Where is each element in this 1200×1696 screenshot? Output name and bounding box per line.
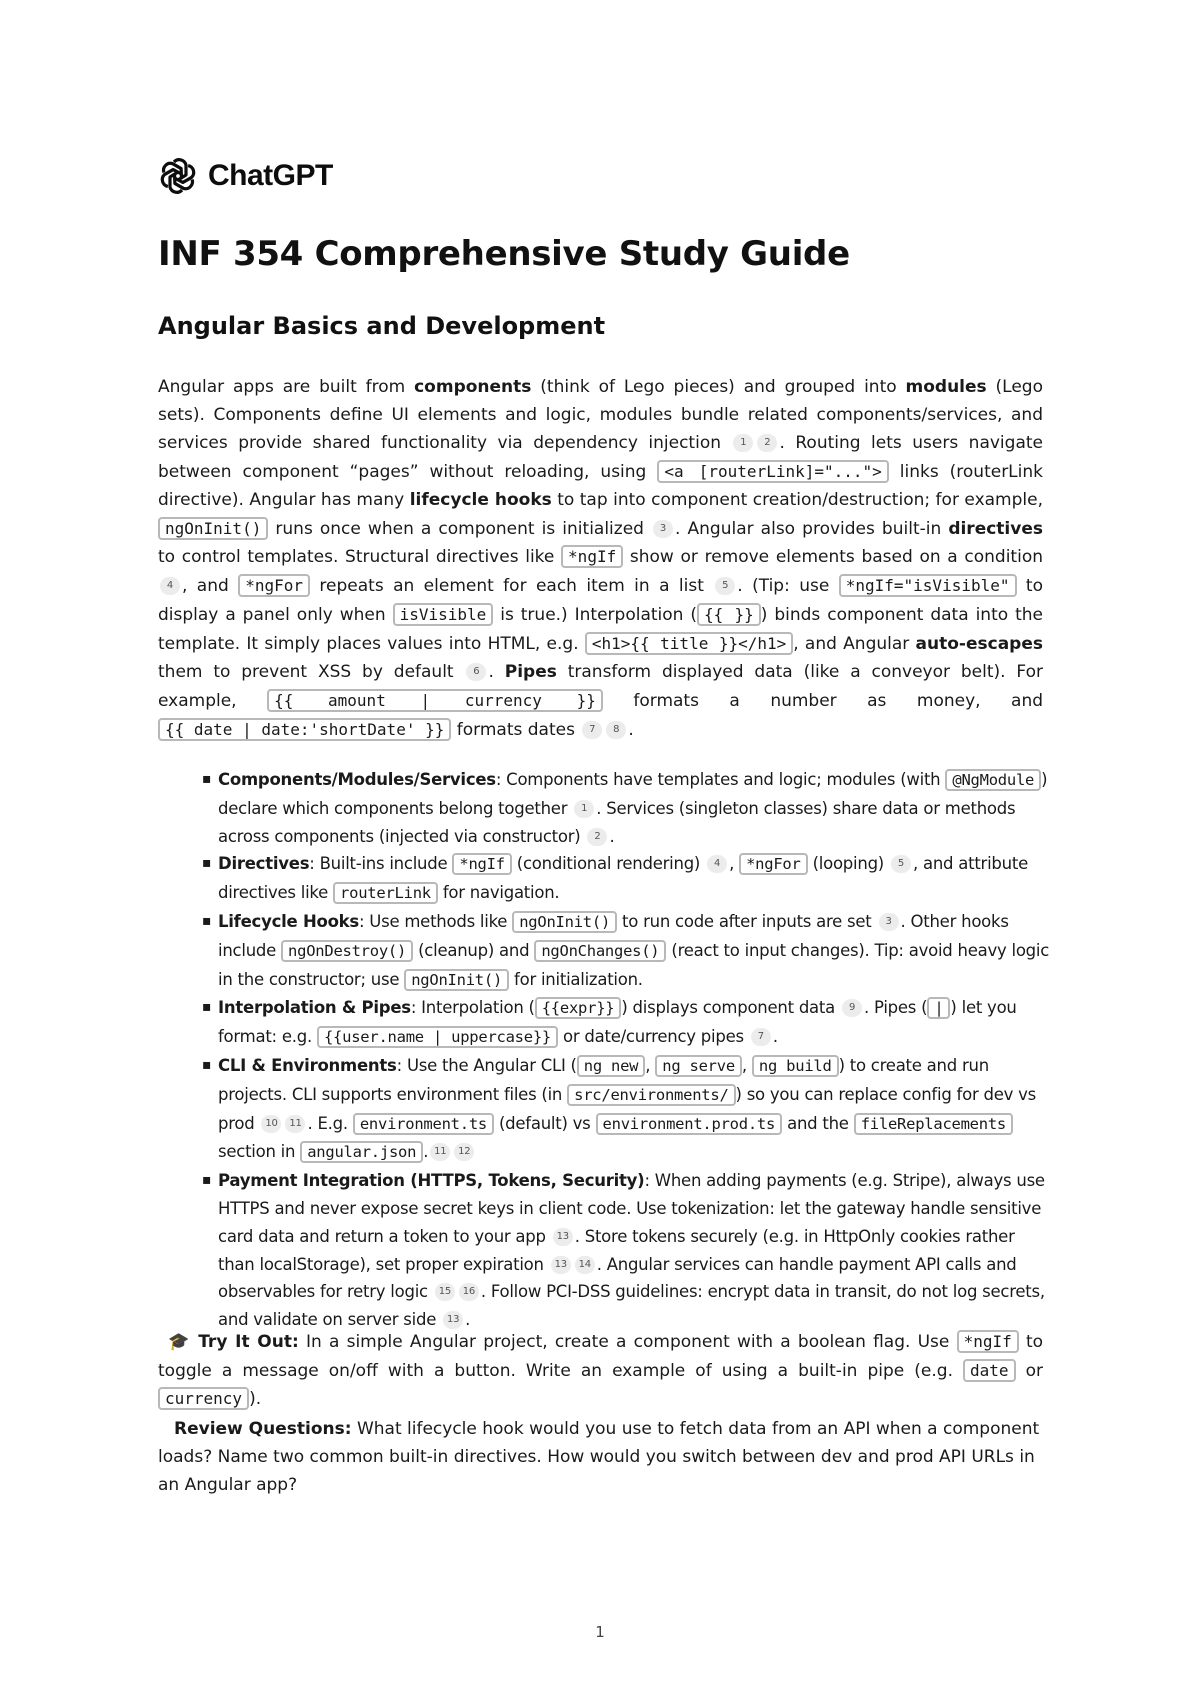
citation-badge[interactable]: 8 (606, 721, 626, 739)
intro-paragraph: Angular apps are built from components (think of Lego pieces) and grouped into modules (Lego sets). Components define UI elements and logic, modules bundle related components/services, and services provide shared functionality via dependency injection 1 2 . Routing lets users navigate between component “pages” without reloading, using <a [routerLink]="..."> links (routerLink directive). Angular has many lifecycle hooks to tap into component creation/destruction; for example, ngOnInit() runs once when a component is initialized 3 . Angular also provides built-in directives to control templates. Structural directives like *ngIf show or remove elements based on a condition 4 , and *ngFor repeats an element for each item in a list 5 . (Tip: use *ngIf="isVisible" to display a panel only when isVisible is true.) Interpolation ( {{ }} ) binds component data into the template. It simply places values into HTML, e.g. <h1>{{ title }}</h1> , and Angular auto-escapes them to prevent XSS by default 6 . Pipes transform displayed data (like a conveyor belt). For example, {{ amount | currency }} formats a number as money, and {{ date | date:'shortDate' }} formats dates 7 8 . (158, 377, 1044, 740)
code-inline: ngOnInit() (512, 911, 617, 933)
list-item: ▪ CLI & Environments: Use the Angular CLI ( ng new , ng serve , ng build ) to create and run projects. CLI supports environment files (in src/environments/ ) so you can replace config for dev vs prod 10 11 . E.g. environment.ts (default) vs environment.prod.ts and the fileReplacements section in angular.json . 11 12 (200, 1052, 1055, 1167)
citation-badge[interactable]: 14 (575, 1256, 595, 1274)
code-inline: @NgModule (945, 769, 1041, 791)
list-item: ▪ Payment Integration (HTTPS, Tokens, Security): When adding payments (e.g. Stripe), always use HTTPS and never expose secret keys in client code. Use tokenization: let the gateway handle sensitive card data and return a token to your app 13 . Store tokens securely (e.g. in HttpOnly cookies rather than localStorage), set proper expiration 13 14 . Angular services can handle payment API calls and observables for retry logic 15 16 . Follow PCI-DSS guidelines: encrypt data in transit, do not log secrets, and validate on server side 13 . (200, 1167, 1055, 1334)
citation-badge[interactable]: 3 (879, 913, 899, 931)
code-h1-title: <h1>{{ title }}</h1> (585, 632, 793, 655)
citation-badge[interactable]: 4 (707, 855, 727, 873)
code-inline: *ngIf (452, 853, 511, 875)
code-inline: angular.json (300, 1141, 423, 1163)
try-it-out-paragraph: 🎓 Try It Out: In a simple Angular project, create a component with a boolean flag. Use *ngIf to toggle a message on/off with a button. Write an example of using a built-in pipe (e.g. date or currency ). (158, 1332, 1044, 1409)
code-inline: ng serve (655, 1055, 742, 1077)
list-item: ▪ Directives: Built-ins include *ngIf (conditional rendering) 4 , *ngFor (looping) 5 , and attribute directives like routerLink for navigation. (200, 850, 1055, 908)
code-inline: *ngIf (957, 1330, 1019, 1353)
code-ngif: *ngIf (561, 545, 623, 568)
summary-bullet-list (200, 766, 1055, 1334)
code-inline: {{user.name | uppercase}} (317, 1026, 558, 1048)
openai-knot-icon (158, 156, 198, 196)
citation-badge[interactable]: 11 (430, 1143, 450, 1161)
code-ngif-visible: *ngIf="isVisible" (839, 574, 1017, 597)
code-ngfor: *ngFor (238, 574, 310, 597)
list-item: ▪ Interpolation & Pipes: Interpolation ( {{expr}} ) displays component data 9 . Pipes ( | ) let you format: e.g. {{user.name | uppercase}} or date/currency pipes 7 . (200, 994, 1055, 1052)
code-routerlink: <a [routerLink]="..."> (657, 460, 888, 483)
brand-header (158, 156, 333, 196)
code-date-pipe: {{ date | date:'shortDate' }} (158, 718, 451, 741)
citation-badge[interactable]: 6 (466, 663, 486, 681)
code-braces: {{ }} (697, 603, 761, 626)
code-isvisible: isVisible (393, 603, 494, 626)
code-inline: currency (158, 1387, 249, 1410)
citation-badge[interactable]: 3 (653, 520, 673, 538)
code-inline: environment.ts (353, 1113, 494, 1135)
brand-name: ChatGPT (208, 159, 333, 192)
document-title: INF 354 Comprehensive Study Guide (158, 234, 850, 274)
section-title: Angular Basics and Development (158, 312, 606, 340)
code-currency-pipe: {{ amount | currency }} (267, 689, 603, 712)
code-inline: routerLink (333, 882, 438, 904)
code-inline: {{expr}} (535, 997, 622, 1019)
citation-badge[interactable]: 4 (160, 577, 180, 595)
citation-badge[interactable]: 13 (443, 1311, 463, 1329)
citation-badge[interactable]: 9 (842, 999, 862, 1017)
citation-badge[interactable]: 5 (715, 577, 735, 595)
code-inline: *ngFor (739, 853, 808, 875)
citation-badge[interactable]: 13 (553, 1228, 573, 1246)
citation-badge[interactable]: 16 (459, 1283, 479, 1301)
citation-badge[interactable]: 15 (435, 1283, 455, 1301)
code-inline: environment.prod.ts (596, 1113, 783, 1135)
page-number: 1 (595, 1623, 605, 1641)
citation-badge[interactable]: 2 (587, 828, 607, 846)
citation-badge[interactable]: 5 (891, 855, 911, 873)
list-item: ▪ Components/Modules/Services: Components have templates and logic; modules (with @NgModule ) declare which components belong together 1 . Services (singleton classes) share data or methods across components (injected via constructor) 2 . (200, 766, 1055, 850)
code-ngoninit: ngOnInit() (158, 517, 268, 540)
citation-badge[interactable]: 1 (574, 800, 594, 818)
citation-badge[interactable]: 13 (551, 1256, 571, 1274)
code-inline: ngOnInit() (404, 969, 509, 991)
code-inline: src/environments/ (567, 1084, 735, 1106)
review-questions-paragraph: Review Questions: What lifecycle hook would you use to fetch data from an API when a component loads? Name two common built-in directives. How would you switch between dev and prod API URLs in an Angular app? (158, 1419, 1040, 1495)
citation-badge[interactable]: 2 (757, 434, 777, 452)
code-inline: ng new (577, 1055, 646, 1077)
citation-badge[interactable]: 12 (454, 1143, 474, 1161)
citation-badge[interactable]: 7 (751, 1028, 771, 1046)
citation-badge[interactable]: 7 (582, 721, 602, 739)
graduation-cap-icon: 🎓 (168, 1332, 191, 1352)
code-inline: ngOnChanges() (534, 940, 666, 962)
code-inline: date (963, 1359, 1016, 1382)
citation-badge[interactable]: 1 (733, 434, 753, 452)
code-inline: fileReplacements (854, 1113, 1013, 1135)
code-inline: ng build (752, 1055, 839, 1077)
code-inline: | (927, 997, 950, 1019)
citation-badge[interactable]: 11 (285, 1115, 305, 1133)
citation-badge[interactable]: 10 (261, 1115, 281, 1133)
code-inline: ngOnDestroy() (281, 940, 413, 962)
list-item: ▪ Lifecycle Hooks: Use methods like ngOnInit() to run code after inputs are set 3 . Other hooks include ngOnDestroy() (cleanup) and ngOnChanges() (react to input changes). Tip: avoid heavy logic in the constructor; use ngOnInit() for initialization. (200, 908, 1055, 994)
